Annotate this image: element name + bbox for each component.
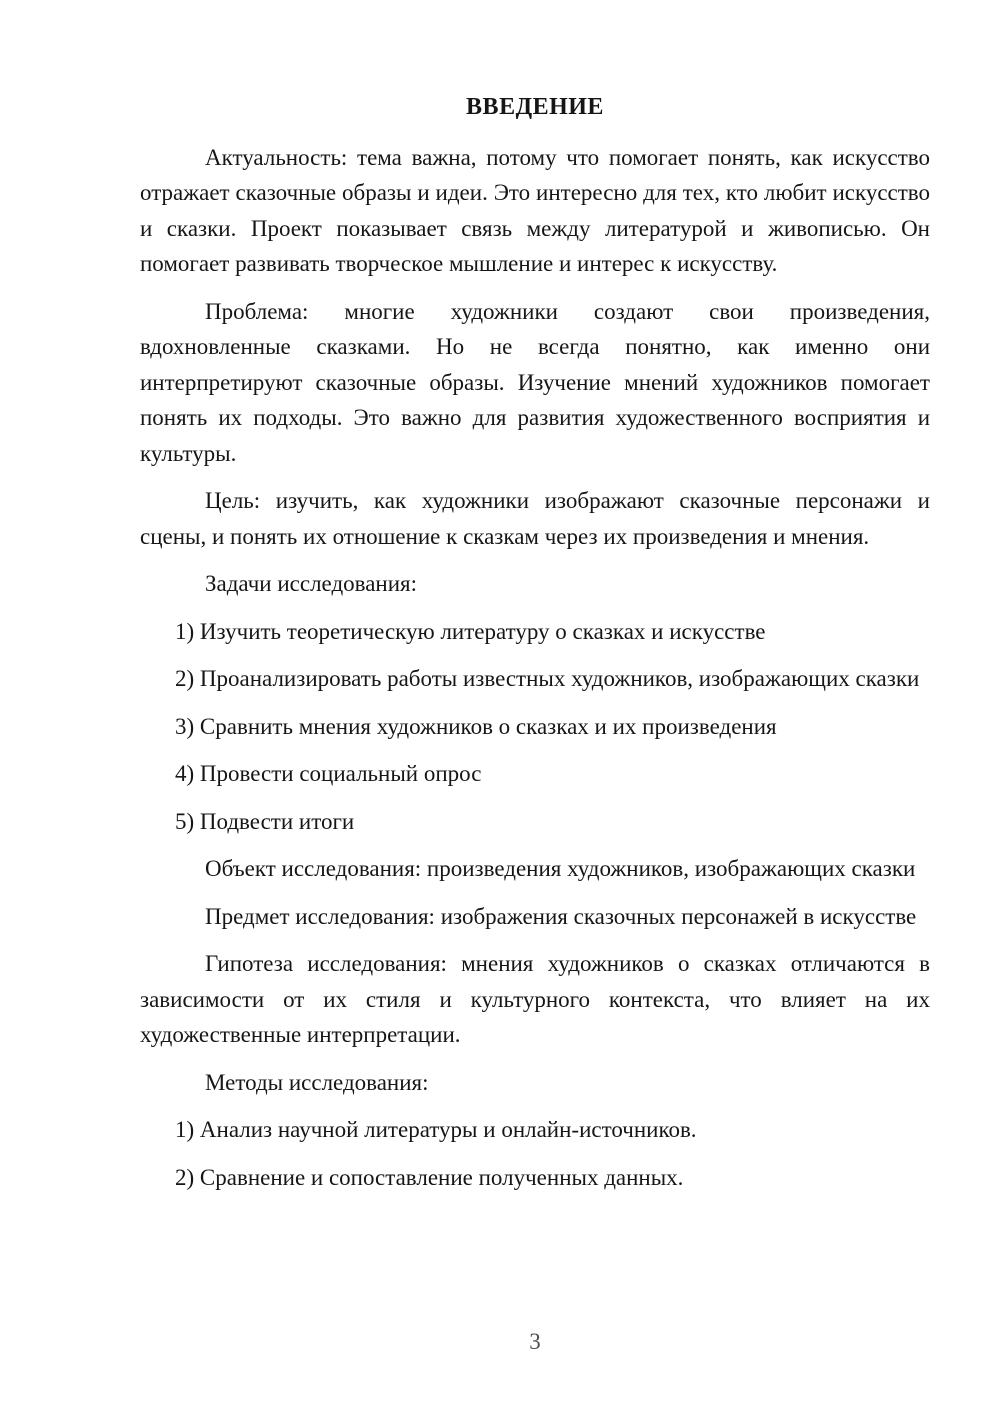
- method-item-1: 1) Анализ научной литературы и онлайн-источников.: [175, 1117, 697, 1142]
- paragraph-problema: Проблема: многие художники создают свои произведения, вдохновленные сказками. Но не всегда понятно, как именно они интерпретируют сказочные образы. Изучение мнений художников помогает понять их подходы. Это важно для развития художественного восприятия и культуры.: [140, 298, 930, 466]
- task-item-1: 1) Изучить теоретическую литературу о сказках и искусстве: [175, 618, 766, 644]
- paragraph-zadachi-heading: Задачи исследования:: [205, 571, 418, 596]
- task-item-2: 2) Проанализировать работы известных художников, изображающих сказки: [175, 666, 920, 691]
- paragraph-predmet: Предмет исследования: изображения сказочных персонажей в искусстве: [205, 903, 917, 929]
- page-number: 3: [529, 1329, 541, 1354]
- task-item-5: 5) Подвести итоги: [175, 808, 355, 834]
- paragraph-metody-heading: Методы исследования:: [205, 1069, 429, 1095]
- paragraph-obyekt: Объект исследования: произведения художников, изображающих сказки: [205, 856, 916, 881]
- task-item-3: 3) Сравнить мнения художников о сказках и их произведения: [175, 713, 777, 739]
- task-item-4: 4) Провести социальный опрос: [175, 761, 482, 786]
- paragraph-aktualnost: Актуальность: тема важна, потому что помогает понять, как искусство отражает сказочные образы и идеи. Это интересно для тех, кто любит искусство и сказки. Проект показывает связь между литературой и живописью. Он помогает развивать творческое мышление и интерес к искусству.: [140, 144, 930, 276]
- method-item-2: 2) Сравнение и сопоставление полученных данных.: [175, 1164, 684, 1190]
- paragraph-gipoteza: Гипотеза исследования: мнения художников о сказках отличаются в зависимости от их стиля и культурного контекста, что влияет на их художественные интерпретации.: [140, 951, 930, 1047]
- document-content: [140, 90, 930, 1207]
- paragraph-tsel: Цель: изучить, как художники изображают сказочные персонажи и сцены, и понять их отношение к сказкам через их произведения и мнения.: [140, 488, 930, 549]
- page-title: ВВЕДЕНИЕ: [466, 94, 604, 120]
